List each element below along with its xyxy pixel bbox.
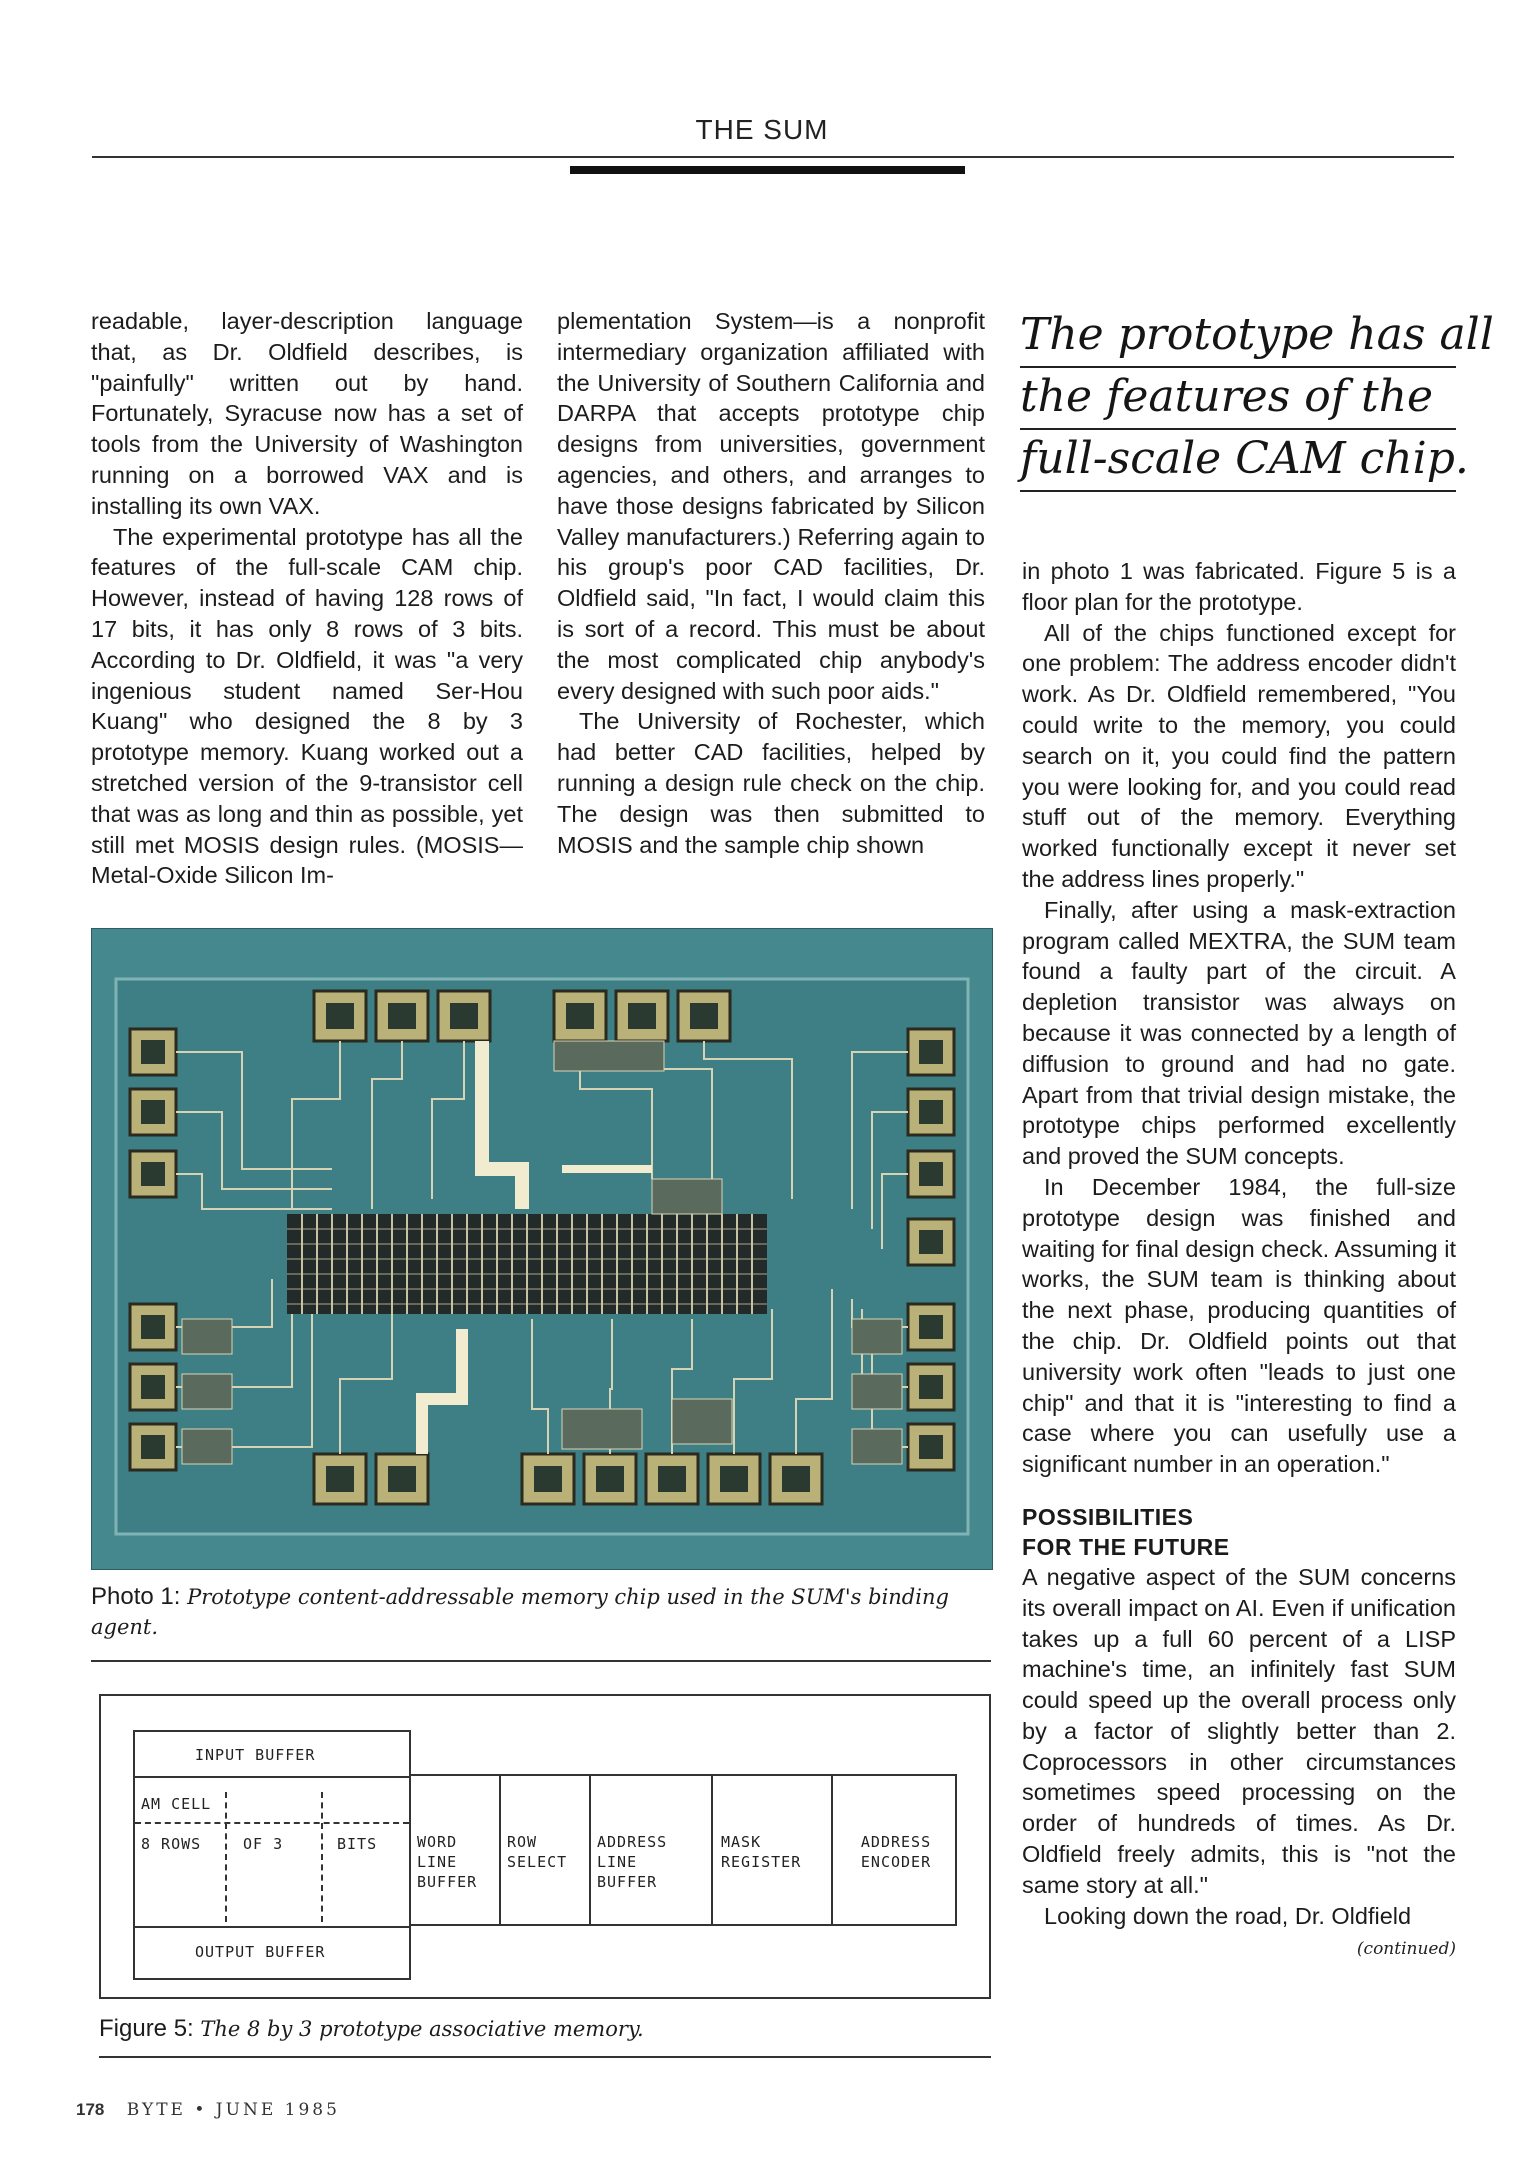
header-rule-accent — [570, 166, 965, 174]
footer-bullet: • — [194, 2100, 208, 2120]
article-column-2 — [557, 306, 985, 860]
output-buffer-label: OUTPUT BUFFER — [195, 1943, 326, 1961]
caption-rule — [99, 2056, 991, 2058]
address-encoder-label: ADDRESS ENCODER — [860, 1833, 932, 1871]
photo-caption — [91, 1582, 991, 1642]
block-divider — [589, 1776, 591, 1926]
continued-note: (continued) — [1356, 1939, 1456, 1960]
pull-quote-line: full-scale CAM chip. — [1020, 430, 1456, 492]
article-column-3 — [1022, 556, 1456, 1965]
block-divider — [831, 1776, 833, 1926]
chip-micrograph-image — [92, 929, 992, 1569]
caption-label: Figure 5: — [99, 2015, 194, 2042]
am-cell-label: AM CELL — [141, 1795, 212, 1813]
pull-quote-line: the features of the — [1020, 368, 1456, 430]
block-divider — [135, 1926, 409, 1928]
pull-quote — [1020, 306, 1494, 492]
of-label: OF 3 — [243, 1835, 284, 1853]
rows-label: 8 ROWS — [141, 1835, 202, 1853]
floor-plan-figure — [99, 1694, 991, 1999]
article-column-1 — [91, 306, 523, 891]
chip-photo — [91, 928, 993, 1570]
section-subhead — [1022, 1502, 1456, 1562]
paragraph: The experimental prototype has all the features of the full-scale CAM chip. However, instead of having 128 rows of 17 bits, it has only 8 rows of 3 bits. According to Dr. Oldfield, it was "a very ingenious student named Ser-Hou Kuang" who designed the 8 by 3 prototype memory. Kuang worked out a stretched version of the 9-transistor cell that was as long and thin as possible, yet still met MOSIS design rules. (MOSIS—Metal-Oxide Silicon Im- — [91, 523, 523, 889]
header-rule — [92, 156, 1454, 158]
paragraph: plementation System—is a nonprofit intermediary organization affiliated with the University of Southern California and DARPA that accepts prototype chip designs from universities, government agencies, and others, and arranges to have those designs fabricated by Silicon Valley manufacturers.) Referring again to his group's poor CAD facilities, Dr. Oldfield said, "In fact, I would claim this is sort of a record. This must be about the most complicated chip anybody's every designed with such poor aids." — [557, 308, 985, 704]
pull-quote-line: The prototype has all — [1020, 306, 1456, 368]
caption-text: The 8 by 3 prototype associative memory. — [200, 2017, 644, 2041]
paragraph: Finally, after using a mask-extraction program called MEXTRA, the SUM team found a faulty part of the circuit. A depletion transistor was always on because it was connected by a length of diffusion to ground and had no gate. Apart from that trivial design mistake, the prototype chips performed excellently and proved the SUM concepts. — [1022, 896, 1456, 1170]
magazine-name: BYTE — [126, 2100, 186, 2120]
logic-strip — [411, 1774, 957, 1926]
paragraph: All of the chips functioned except for one problem: The address encoder didn't work. As Dr. Oldfield remembered, "You could write to the memory, you could search on it, you could find the pattern you were looking for, and you could read stuff out of the memory. Everything worked functionally except it never set the address lines properly." — [1022, 619, 1456, 892]
paragraph: The University of Rochester, which had better CAD facilities, helped by running a design rule check on the chip. The design was then submitted to MOSIS and the sample chip shown — [557, 708, 985, 858]
paragraph: In December 1984, the full-size prototype design was finished and waiting for final design check. Assuming it works, the SUM team is thinking about the next phase, producing quantities of the chip. Dr. Oldfield points out that university work often "leads to just one chip" and that it is "interesting to find a case where you can usefully use a significant number in an operation." — [1022, 1173, 1456, 1478]
caption-text: Prototype content-addressable memory chip used in the SUM's binding agent. — [91, 1585, 949, 1639]
block-divider — [711, 1776, 713, 1926]
subhead-line: POSSIBILITIES — [1022, 1503, 1194, 1530]
caption-label: Photo 1: — [91, 1583, 181, 1610]
paragraph: Looking down the road, Dr. Oldfield — [1044, 1902, 1412, 1929]
mask-register-label: MASK REGISTER — [721, 1833, 802, 1871]
block-divider — [499, 1776, 501, 1926]
figure-caption — [99, 2014, 991, 2044]
cell-divider — [321, 1792, 323, 1922]
subhead-line: FOR THE FUTURE — [1022, 1533, 1230, 1560]
block-divider — [135, 1776, 409, 1778]
paragraph: in photo 1 was fabricated. Figure 5 is a floor plan for the prototype. — [1022, 558, 1456, 615]
section-title: THE SUM — [695, 114, 829, 145]
word-line-buffer-label: WORD LINE BUFFER — [417, 1833, 478, 1891]
page-footer — [76, 2100, 340, 2120]
bits-label: BITS — [337, 1835, 378, 1853]
row-select-label: ROW SELECT — [507, 1833, 568, 1871]
cell-divider — [225, 1792, 227, 1922]
memory-block — [133, 1730, 411, 1980]
issue-date: JUNE 1985 — [215, 2100, 340, 2120]
caption-rule — [91, 1660, 991, 1662]
page-number: 178 — [76, 2100, 105, 2119]
cell-divider — [135, 1822, 409, 1824]
address-line-buffer-label: ADDRESS LINE BUFFER — [597, 1833, 668, 1891]
paragraph: readable, layer-description language that, as Dr. Oldfield describes, is "painfully" written out by hand. Fortunately, Syracuse now has a set of tools from the University of Washington running on a borrowed VAX and is installing its own VAX. — [91, 308, 523, 519]
paragraph: A negative aspect of the SUM concerns its overall impact on AI. Even if unification takes up a full 60 percent of a LISP machine's time, an infinitely fast SUM could speed up the overall process only by a factor of slightly better than 2. Coprocessors in other circumstances sometimes speed processing on the order of hundreds of times. As Dr. Oldfield freely admits, this is "not the same story at all." — [1022, 1563, 1456, 1898]
input-buffer-label: INPUT BUFFER — [195, 1746, 316, 1764]
